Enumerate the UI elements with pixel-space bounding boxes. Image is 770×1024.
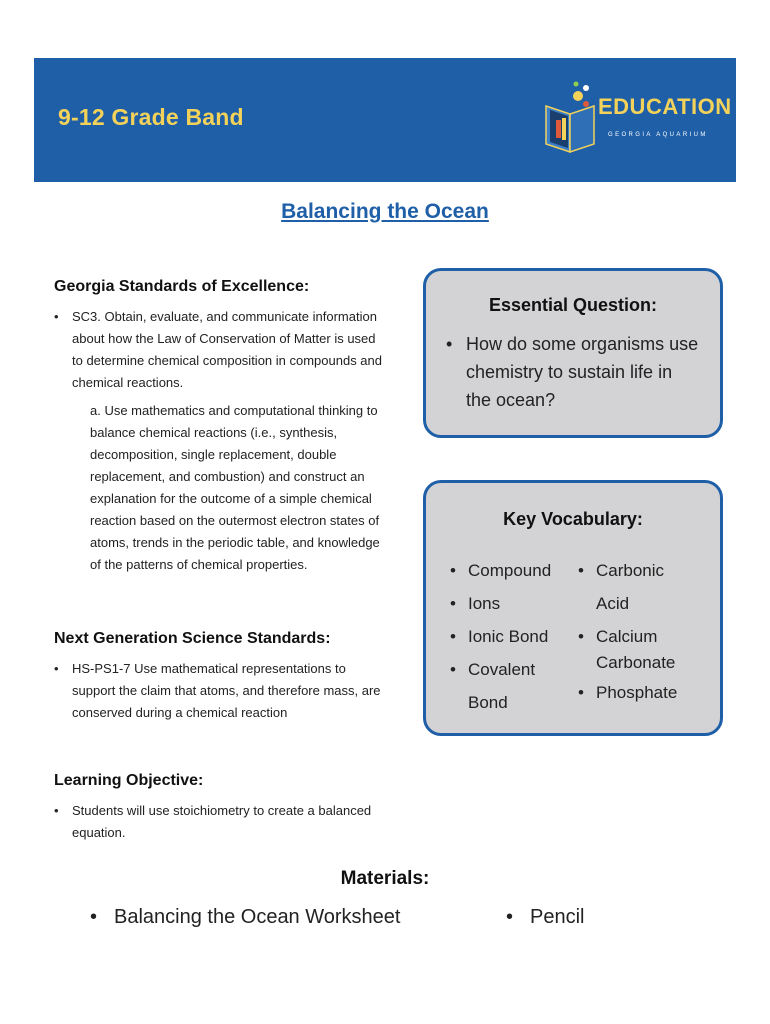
vocab-column-1	[450, 554, 578, 719]
bullet-icon: •	[90, 906, 98, 928]
georgia-standards-subitem: a. Use mathematics and computational thinking to balance chemical reactions (i.e., synthesis, decomposition, single replacement, double replacement, and combustion) and construct an explanation for the outcome of a simple chemical reaction based on the outermost electron states of atoms, trends in the periodic table, and knowledge of the patterns of chemical properties.	[90, 403, 380, 572]
georgia-standards-section	[54, 278, 389, 576]
georgia-standards-heading: Georgia Standards of Excellence:	[54, 278, 310, 295]
ngss-section	[54, 630, 389, 724]
ngss-item	[54, 658, 389, 724]
vocab-term: Covalent Bond	[468, 660, 536, 712]
essential-question-text: How do some organisms use chemistry to sustain life in the ocean?	[466, 334, 699, 410]
vocab-term: Ionic Bond	[468, 627, 549, 646]
vocab-item	[450, 554, 578, 587]
bullet-icon: •	[450, 627, 456, 646]
vocab-term: Phosphate	[596, 683, 678, 702]
vocab-term: Ions	[468, 594, 501, 613]
lesson-title: Balancing the Ocean	[281, 200, 489, 223]
key-vocabulary-box	[423, 480, 723, 736]
vocab-term: Calcium Carbonate	[596, 627, 676, 672]
key-vocabulary-list	[450, 554, 720, 719]
learning-objective-section	[54, 772, 389, 844]
material-item	[506, 906, 584, 929]
vocab-item	[578, 676, 700, 709]
book-globe-icon	[542, 78, 602, 168]
bullet-icon: •	[54, 803, 59, 818]
ngss-heading: Next Generation Science Standards:	[54, 630, 331, 647]
bullet-icon: •	[450, 561, 456, 580]
material-text: Balancing the Ocean Worksheet	[114, 906, 401, 928]
key-vocabulary-heading: Key Vocabulary:	[503, 509, 643, 529]
header-banner	[34, 58, 736, 182]
learning-objective-item-text: Students will use stoichiometry to create a balanced equation.	[72, 803, 372, 840]
vocab-item	[450, 620, 578, 653]
materials-heading: Materials:	[340, 868, 430, 889]
bullet-icon: •	[54, 661, 59, 676]
bullet-icon: •	[446, 334, 453, 354]
bullet-icon: •	[578, 683, 584, 702]
grade-band-label: 9-12 Grade Band	[58, 104, 244, 130]
vocab-term: Carbonic Acid	[596, 561, 665, 613]
bullet-icon: •	[450, 660, 456, 679]
vocab-item	[578, 554, 700, 620]
learning-objective-heading: Learning Objective:	[54, 772, 204, 789]
logo-wordmark: EDUCATION	[598, 94, 732, 119]
learning-objective-item	[54, 800, 389, 844]
vocab-item	[450, 587, 578, 620]
bullet-icon: •	[506, 906, 514, 928]
vocab-column-2	[578, 554, 700, 719]
vocab-item	[450, 653, 578, 719]
essential-question-item	[446, 330, 702, 414]
bullet-icon: •	[54, 309, 59, 324]
georgia-standards-item	[54, 306, 389, 394]
essential-question-box	[423, 268, 723, 438]
bullet-icon: •	[578, 627, 584, 646]
material-text: Pencil	[530, 906, 585, 928]
georgia-standards-item-text: SC3. Obtain, evaluate, and communicate information about how the Law of Conservation of Matter is used to determine chemical composition in compounds and chemical reactions.	[72, 309, 383, 390]
vocab-item	[578, 624, 700, 676]
vocab-term: Compound	[468, 561, 552, 580]
essential-question-heading: Essential Question:	[488, 295, 658, 315]
material-item	[90, 906, 400, 929]
ngss-item-text: HS-PS1-7 Use mathematical representations to support the claim that atoms, and therefore mass, are conserved during a chemical reaction	[72, 661, 381, 720]
bullet-icon: •	[578, 561, 584, 580]
logo-subtitle: GEORGIA AQUARIUM	[608, 132, 708, 138]
education-logo	[542, 78, 732, 168]
bullet-icon: •	[450, 594, 456, 613]
